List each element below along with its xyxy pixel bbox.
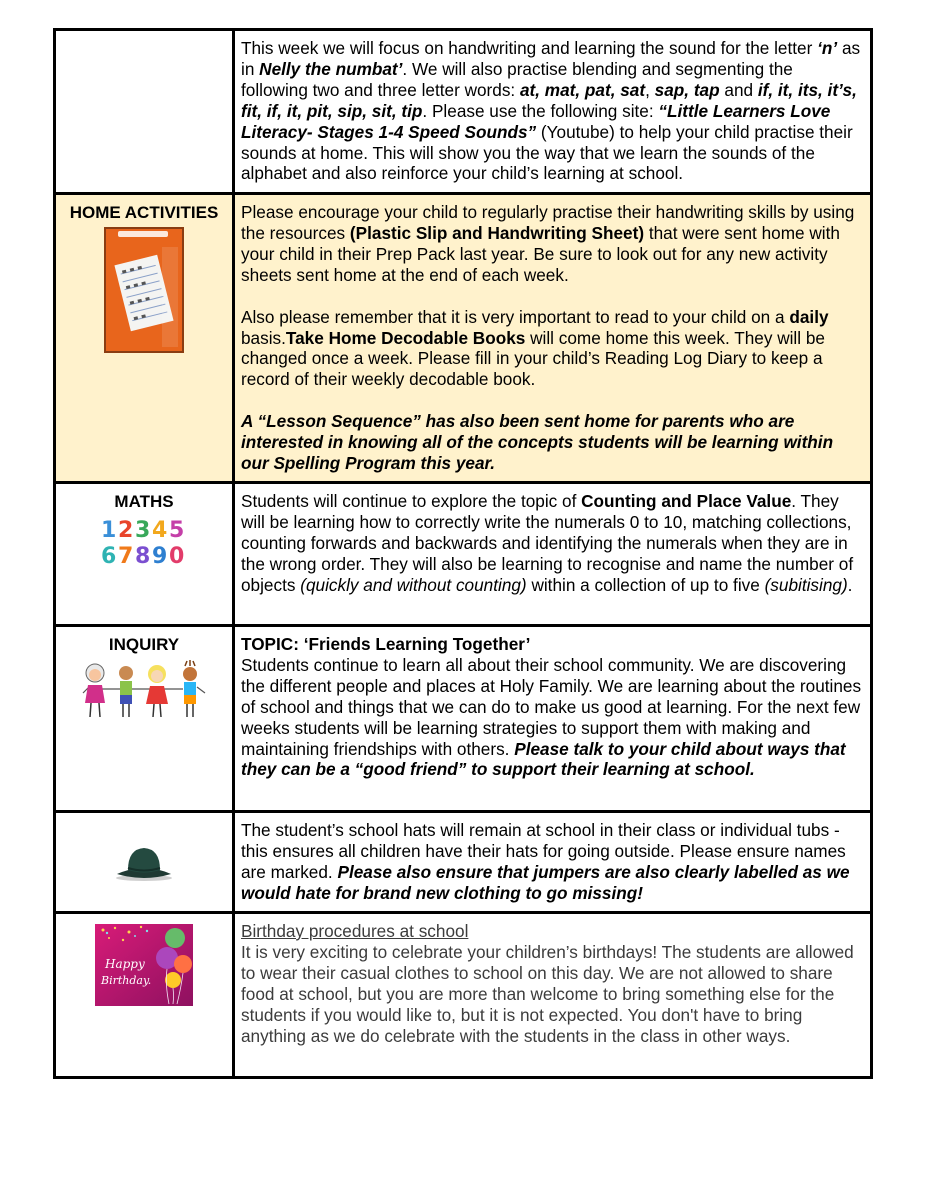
digit: 2 bbox=[118, 518, 134, 543]
home-activities-label: HOME ACTIVITIES bbox=[69, 203, 219, 222]
digit: 5 bbox=[169, 518, 185, 543]
birthday-text-cell bbox=[234, 913, 872, 1078]
bucket-hat-image bbox=[114, 844, 174, 882]
children-holding-hands-image bbox=[79, 659, 209, 721]
home-activities-text-cell bbox=[234, 194, 872, 483]
hats-label-cell bbox=[55, 812, 234, 913]
inquiry-row bbox=[55, 626, 872, 812]
hats-row bbox=[55, 812, 872, 913]
intro-row bbox=[55, 30, 872, 194]
intro-text-cell bbox=[234, 30, 872, 194]
birthday-row bbox=[55, 913, 872, 1078]
birthday-heading: Birthday procedures at school bbox=[241, 921, 469, 941]
maths-paragraph: Students will continue to explore the topic of Counting and Place Value. They will be learning how to correctly write the numerals 0 to 10, matching collections, counting forwards and backwards and identifying the numerals when they are in the wrong order. They will also be learning to recognise and name the number of objects (quickly and without counting) within a collection of up to five (subitising). bbox=[241, 491, 854, 595]
colorful-numbers-image bbox=[99, 516, 189, 566]
intro-paragraph: This week we will focus on handwriting and learning the sound for the letter ‘n’ as in Nelly the numbat’. We will also practise blending and segmenting the following two and three letter words: at, mat, pat, sat, sap, tap and if, it, its, it’s, fit, if, it, pit, sip, sit, tip. Please use the following site: “Little Learners Love Literacy- Stages 1-4 Speed Sounds” (Youtube) to help your child practise their sounds at home. This will show you the way that we learn the sounds of the alphabet and also reinforce your child’s learning at school. bbox=[241, 38, 861, 184]
card-text-birthday: Birthday. bbox=[101, 974, 152, 987]
birthday-label-cell bbox=[55, 913, 234, 1078]
maths-label: MATHS bbox=[114, 492, 174, 511]
digit: 4 bbox=[152, 518, 168, 543]
digit: 6 bbox=[101, 544, 117, 566]
hats-paragraph: The student’s school hats will remain at school in their class or individual tubs - this ensures all children have their hats for going outside. Please ensure names are marked. Please also ensure that jumpers are also clearly labelled as we would hate for brand new clothing to go missing! bbox=[241, 820, 850, 903]
digit: 0 bbox=[169, 544, 185, 566]
digit: 3 bbox=[135, 518, 151, 543]
happy-birthday-card-image bbox=[95, 924, 193, 1006]
home-paragraph-3: A “Lesson Sequence” has also been sent home for parents who are interested in knowing all of the concepts students will be learning within our Spelling Program this year. bbox=[241, 411, 834, 474]
inquiry-topic: TOPIC: ‘Friends Learning Together’ bbox=[241, 634, 531, 654]
digit: 8 bbox=[135, 544, 151, 566]
home-paragraph-1: Please encourage your child to regularly practise their handwriting skills by using the resources (Plastic Slip and Handwriting Sheet) that were sent home with your child in their Prep Pack last year. Be sure to look out for any new activity sheets sent home at the end of each week. bbox=[241, 202, 855, 285]
hats-text-cell bbox=[234, 812, 872, 913]
card-text-happy: Happy bbox=[105, 957, 145, 971]
newsletter-table bbox=[53, 28, 873, 1079]
digit: 9 bbox=[152, 544, 168, 566]
inquiry-label-cell bbox=[55, 626, 234, 812]
birthday-paragraph: It is very exciting to celebrate your children’s birthdays! The students are allowed to wear their casual clothes to school on this day. We are not allowed to share food at school, but you are more than welcome to bring something else for the students if you would like to, but it is not expected. You don't have to bring anything as we do celebrate with the students in the class in other ways. bbox=[241, 941, 854, 1046]
inquiry-label: INQUIRY bbox=[108, 635, 180, 654]
handwriting-slip-image bbox=[104, 227, 184, 353]
digit: 7 bbox=[118, 544, 134, 566]
digit: 1 bbox=[101, 518, 117, 543]
maths-label-cell bbox=[55, 483, 234, 626]
intro-label-cell bbox=[55, 30, 234, 194]
home-activities-label-cell bbox=[55, 194, 234, 483]
inquiry-text-cell bbox=[234, 626, 872, 812]
home-activities-row bbox=[55, 194, 872, 483]
maths-row bbox=[55, 483, 872, 626]
maths-text-cell bbox=[234, 483, 872, 626]
home-paragraph-2: Also please remember that it is very important to read to your child on a daily basis.Take Home Decodable Books will come home this week. They will be changed once a week. Please fill in your child’s Reading Log Diary to keep a record of their weekly decodable book. bbox=[241, 306, 829, 390]
inquiry-paragraph: Students continue to learn all about their school community. We are discovering the different people and places at Holy Family. We are learning about the routines of school and things that we can do to make us good at learning. For the next few weeks students will be learning strategies to support them with making and maintaining friendships with others. Please talk to your child about ways that they can be a “good friend” to support their learning at school. bbox=[241, 654, 862, 780]
